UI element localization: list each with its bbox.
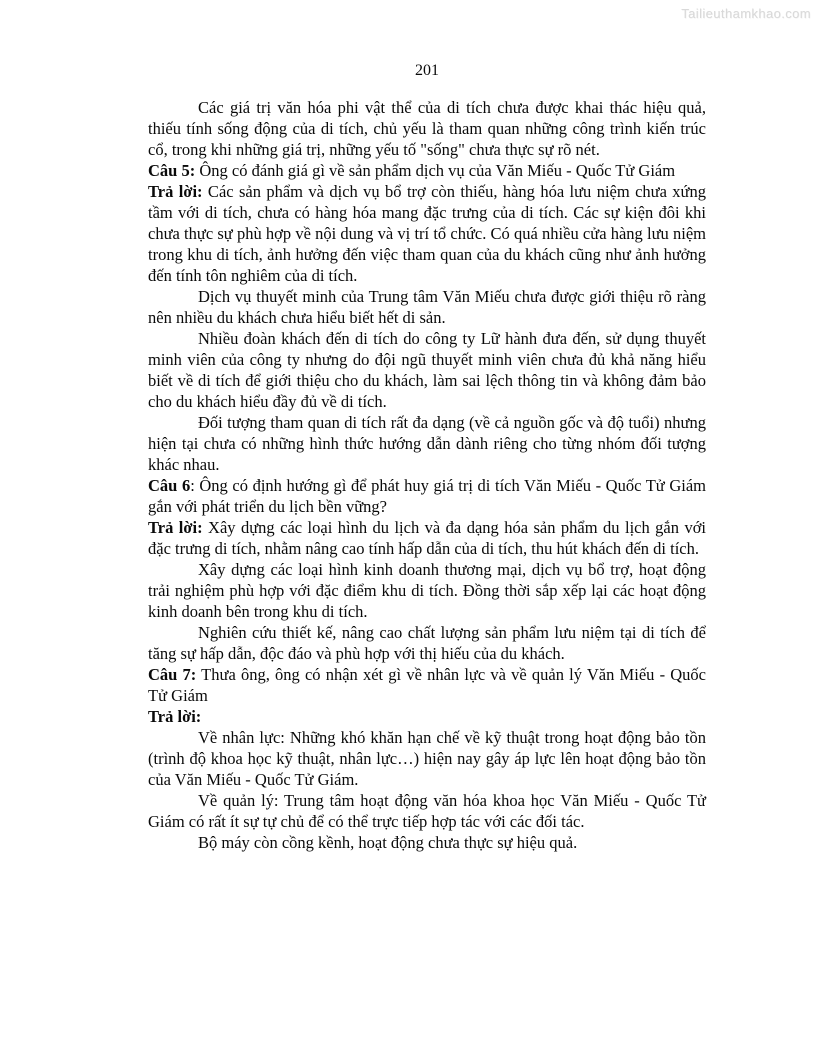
- paragraph: Các giá trị văn hóa phi vật thể của di tích chưa được khai thác hiệu quả, thiếu tính sống động của di tích, chủ yếu là tham quan những công trình kiến trúc cổ, trong khi những giá trị, những yếu tố "sống" chưa thực sự rõ nét.: [148, 98, 706, 159]
- paragraph: Về nhân lực: Những khó khăn hạn chế về kỹ thuật trong hoạt động bảo tồn (trình độ khoa học kỹ thuật, nhân lực…) hiện nay gây áp lực lên hoạt động bảo tồn của Văn Miếu - Quốc Tử Giám.: [148, 728, 706, 789]
- paragraph-label: Trả lời:: [148, 707, 202, 726]
- paragraph: Đối tượng tham quan di tích rất đa dạng (về cả nguồn gốc và độ tuổi) nhưng hiện tại chưa có những hình thức hướng dẫn dành riêng cho từng nhóm đối tượng khác nhau.: [148, 413, 706, 474]
- paragraph-label: Câu 7:: [148, 665, 197, 684]
- paragraph-label: Câu 5:: [148, 161, 196, 180]
- paragraph: Câu 5: Ông có đánh giá gì về sản phẩm dịch vụ của Văn Miếu - Quốc Tử Giám: [148, 161, 676, 180]
- paragraph: Câu 6: Ông có định hướng gì để phát huy giá trị di tích Văn Miếu - Quốc Tử Giám gắn với phát triển du lịch bền vững?: [148, 476, 706, 516]
- paragraph: Về quản lý: Trung tâm hoạt động văn hóa khoa học Văn Miếu - Quốc Tử Giám có rất ít sự tự chủ để có thể trực tiếp hợp tác với các đối tác.: [148, 791, 706, 831]
- page-number: 201: [415, 62, 439, 79]
- paragraph: Dịch vụ thuyết minh của Trung tâm Văn Miếu chưa được giới thiệu rõ ràng nên nhiều du khách chưa hiểu biết hết di sản.: [148, 287, 706, 327]
- document-body: [148, 97, 706, 853]
- paragraph: Trả lời: Xây dựng các loại hình du lịch và đa dạng hóa sản phẩm du lịch gắn với đặc trưng di tích, nhằm nâng cao tính hấp dẫn của di tích, thu hút khách đến di tích.: [148, 518, 707, 558]
- paragraph: Bộ máy còn cồng kềnh, hoạt động chưa thực sự hiệu quả.: [198, 833, 578, 852]
- paragraph: [148, 706, 706, 727]
- paragraph-label: Câu 6: [148, 476, 191, 495]
- paragraph: Nghiên cứu thiết kế, nâng cao chất lượng sản phẩm lưu niệm tại di tích để tăng sự hấp dẫn, độc đáo và phù hợp với thị hiếu của du khách.: [148, 623, 706, 663]
- paragraph: Câu 7: Thưa ông, ông có nhận xét gì về nhân lực và về quản lý Văn Miếu - Quốc Tử Giám: [148, 665, 706, 705]
- paragraph: Trả lời: Các sản phẩm và dịch vụ bổ trợ còn thiếu, hàng hóa lưu niệm chưa xứng tầm với di tích, chưa có hàng hóa mang đặc trưng của di tích. Các sự kiện đôi khi chưa thực sự phù hợp về nội dung và vị trí tổ chức. Có quá nhiều cửa hàng lưu niệm trong khu di tích, ảnh hưởng đến việc tham quan của du khách cũng như ảnh hưởng đến tính tôn nghiêm của di tích.: [148, 182, 706, 285]
- paragraph-label: Trả lời:: [148, 518, 203, 537]
- paragraph: Nhiều đoàn khách đến di tích do công ty Lữ hành đưa đến, sử dụng thuyết minh viên của công ty nhưng do đội ngũ thuyết minh viên chưa đủ khả năng hiểu biết về di tích để giới thiệu cho du khách, làm sai lệch thông tin và không đảm bảo cho du khách hiểu đầy đủ về di tích.: [148, 329, 706, 411]
- paragraph-label: Trả lời:: [148, 182, 203, 201]
- watermark: Tailieuthamkhao.com: [681, 6, 811, 21]
- paragraph: Xây dựng các loại hình kinh doanh thương mại, dịch vụ bổ trợ, hoạt động trải nghiệm phù hợp với đặc điểm khu di tích. Đồng thời sắp xếp lại các hoạt động kinh doanh bên trong khu di tích.: [148, 560, 706, 621]
